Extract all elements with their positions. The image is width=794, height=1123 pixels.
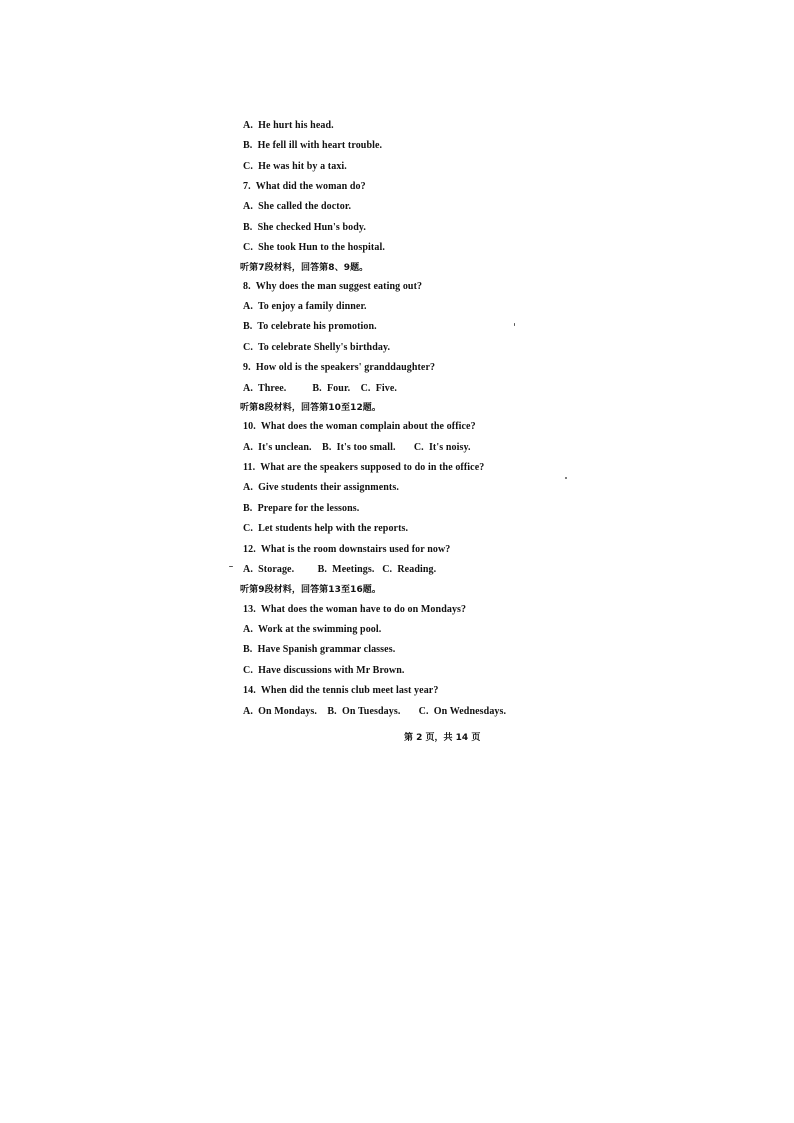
scan-speck: [565, 477, 567, 479]
question-line: C. She took Hun to the hospital.: [243, 242, 385, 253]
question-line: B. She checked Hun's body.: [243, 222, 367, 233]
question-line: A. Work at the swimming pool.: [243, 624, 382, 635]
question-line: 11. What are the speakers supposed to do in the office?: [243, 462, 485, 473]
question-line: B. Prepare for the lessons.: [243, 503, 360, 514]
question-line: B. He fell ill with heart trouble.: [243, 140, 383, 151]
question-line: 14. When did the tennis club meet last year?: [243, 685, 439, 696]
question-line: A. Give students their assignments.: [243, 482, 399, 493]
question-line: B. To celebrate his promotion.: [243, 321, 377, 332]
page-footer: 第 2 页，共 14 页: [404, 733, 481, 743]
scan-speck: [514, 323, 515, 326]
question-line: A. On Mondays. B. On Tuesdays. C. On Wednesdays.: [243, 706, 507, 717]
question-line: A. It's unclean. B. It's too small. C. It's noisy.: [243, 442, 471, 453]
question-line: A. To enjoy a family dinner.: [243, 301, 367, 312]
question-line: C. He was hit by a taxi.: [243, 161, 347, 172]
question-line: C. To celebrate Shelly's birthday.: [243, 342, 391, 353]
question-line: 10. What does the woman complain about the office?: [243, 421, 476, 432]
question-line: 9. How old is the speakers' granddaughter?: [243, 362, 436, 373]
section-instruction: 听第8段材料，回答第10至12题。: [240, 403, 382, 413]
question-line: 13. What does the woman have to do on Mondays?: [243, 604, 467, 615]
question-line: 12. What is the room downstairs used for now?: [243, 544, 451, 555]
question-line: C. Have discussions with Mr Brown.: [243, 665, 405, 676]
section-instruction: 听第9段材料，回答第13至16题。: [240, 585, 382, 595]
question-line: A. She called the doctor.: [243, 201, 352, 212]
question-line: A. Storage. B. Meetings. C. Reading.: [243, 564, 437, 575]
question-line: A. Three. B. Four. C. Five.: [243, 383, 398, 394]
question-line: 8. Why does the man suggest eating out?: [243, 281, 423, 292]
section-instruction: 听第7段材料，回答第8、9题。: [240, 263, 369, 273]
question-line: B. Have Spanish grammar classes.: [243, 644, 396, 655]
question-line: 7. What did the woman do?: [243, 181, 366, 192]
question-line: C. Let students help with the reports.: [243, 523, 409, 534]
scan-speck: [229, 566, 233, 567]
question-line: A. He hurt his head.: [243, 120, 334, 131]
